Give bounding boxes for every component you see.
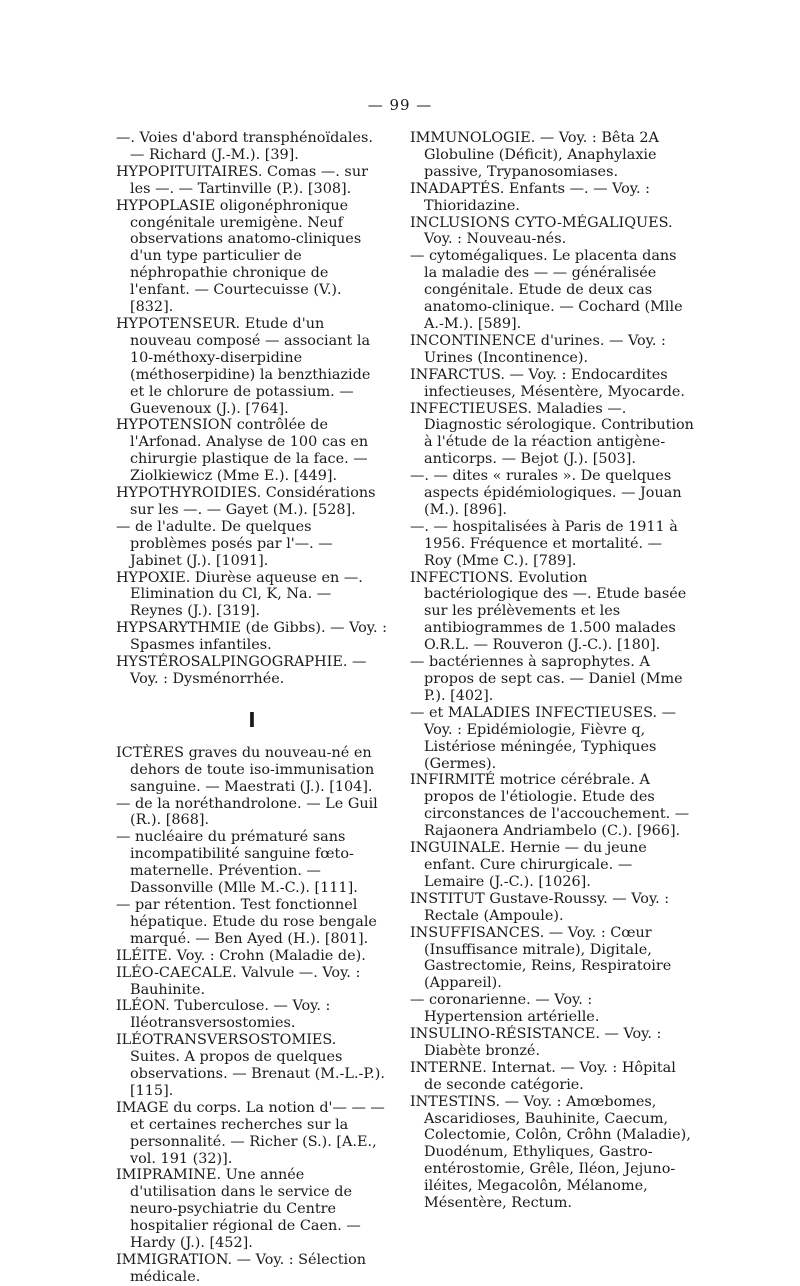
index-entry: IMMIGRATION. — Voy. : Sélection médicale. bbox=[116, 1252, 367, 1285]
index-entry: INFECTIEUSES. Maladies —. Diagnostic sérologique. Contribution à l'étude de la réaction antigène-anticorps. — Bejot (J.). [503]. bbox=[410, 400, 694, 468]
index-entry: —. — hospitalisées à Paris de 1911 à 1956. Fréquence et mortalité. — Roy (Mme C.). [789]. bbox=[410, 518, 678, 569]
page-number: — 99 — bbox=[367, 96, 433, 114]
section-letter-heading: I bbox=[248, 707, 256, 732]
index-entry: ILÉOTRANSVERSOSTOMIES. Suites. A propos de quelques observations. — Brenaut (M.-L.-P.). [115]. bbox=[116, 1032, 385, 1099]
index-entry: INSULINO-RÉSISTANCE. — Voy. : Diabète bronzé. bbox=[410, 1026, 662, 1059]
index-entry: HYPOTENSEUR. Etude d'un nouveau composé — associant la 10-méthoxy-diserpidine (méthoserpidine) la benzthiazide et le chlorure de potassium. — Guevenoux (J.). [764]. bbox=[116, 315, 371, 417]
index-entry: — et MALADIES INFECTIEUSES. — Voy. : Epidémiologie, Fièvre q, Listériose méningée, Typhiques (Germes). bbox=[410, 704, 677, 772]
index-entry: HYPOTHYROIDIES. Considérations sur les —. — Gayet (M.). [528]. bbox=[116, 485, 376, 518]
index-entry: HYSTÉROSALPINGOGRAPHIE. — Voy. : Dysménorrhée. bbox=[116, 654, 367, 687]
index-entry: INADAPTÉS. Enfants —. — Voy. : Thioridazine. bbox=[410, 180, 651, 214]
index-entry: INCLUSIONS CYTO-MÉGALIQUES. Voy. : Nouveau-nés. bbox=[410, 214, 673, 248]
index-entry: ILÉO-CAECALE. Valvule —. Voy. : Bauhinite. bbox=[116, 964, 361, 998]
index-entry: INFIRMITÉ motrice cérébrale. A propos de l'étiologie. Etude des circonstances de l'accouchement. — Rajaonera Andriambelo (C.). [966]. bbox=[410, 772, 690, 840]
index-entry: — par rétention. Test fonctionnel hépatique. Etude du rose bengale marqué. — Ben Ayed (H.). [801]. bbox=[116, 896, 377, 947]
index-entry: IMIPRAMINE. Une année d'utilisation dans le service de neuro-psychiatrie du Centre hospitalier régional de Caen. — Hardy (J.). [452]. bbox=[116, 1167, 361, 1252]
index-entry: — cytomégaliques. Le placenta dans la maladie des — — généralisée congénitale. Etude de deux cas anatomo-clinique. — Cochard (Mlle A.-M.). [589]. bbox=[410, 248, 683, 332]
index-entry: INTESTINS. — Voy. : Amœbomes, Ascaridioses, Bauhinite, Caecum, Colectomie, Colôn, Crôhn (Maladie), Duodénum, Ethyliques, Gastro-entérostomie, Grêle, Iléon, Jejuno-iléites, Megacolôn, Mélanome, Mésentère, Rectum. bbox=[410, 1093, 691, 1212]
index-entry: INFARCTUS. — Voy. : Endocardites infectieuses, Mésentère, Myocarde. bbox=[410, 366, 685, 400]
index-entry: HYPOPITUITAIRES. Comas —. sur les —. — Tartinville (P.). [308]. bbox=[116, 163, 368, 197]
index-entry: —. — dites « rurales ». De quelques aspects épidémiologiques. — Jouan (M.). [896]. bbox=[410, 468, 682, 518]
index-entry: — coronarienne. — Voy. : Hypertension artérielle. bbox=[410, 992, 600, 1026]
index-entry: INSTITUT Gustave-Roussy. — Voy. : Rectale (Ampoule). bbox=[410, 890, 670, 924]
index-entry: HYPSARYTHMIE (de Gibbs). — Voy. : Spasmes infantiles. bbox=[116, 620, 388, 654]
index-entry: — nucléaire du prématuré sans incompatibilité sanguine fœto-maternelle. Prévention. — Dassonville (Mlle M.-C.). [111]. bbox=[116, 829, 358, 897]
index-entry: HYPOXIE. Diurèse aqueuse en —. Elimination du Cl, K, Na. — Reynes (J.). [319]. bbox=[116, 569, 363, 620]
index-entry: ILÉON. Tuberculose. — Voy. : Iléotransversostomies. bbox=[116, 998, 331, 1032]
left-column bbox=[116, 130, 388, 1286]
index-entry: — bactériennes à saprophytes. A propos de sept cas. — Daniel (Mme P.). [402]. bbox=[410, 654, 683, 704]
index-entry: — de la noréthandrolone. — Le Guil (R.). [868]. bbox=[116, 795, 378, 829]
index-entry: INSUFFISANCES. — Voy. : Cœur (Insuffisance mitrale), Digitale, Gastrectomie, Reins, Respiratoire (Appareil). bbox=[410, 924, 672, 992]
index-entry: INGUINALE. Hernie — du jeune enfant. Cure chirurgicale. — Lemaire (J.-C.). [1026]. bbox=[410, 840, 647, 890]
index-entry: ICTÈRES graves du nouveau-né en dehors de toute iso-immunisation sanguine. — Maestrati (J.). [104]. bbox=[116, 744, 375, 795]
index-entry: ILÉITE. Voy. : Crohn (Maladie de). bbox=[116, 947, 366, 964]
index-entry: HYPOPLASIE oligonéphronique congénitale uremigène. Neuf observations anatomo-cliniques d'un type particulier de néphropathie chronique de l'enfant. — Courtecuisse (V.). [832]. bbox=[116, 197, 362, 316]
right-column bbox=[410, 130, 694, 1212]
index-entry: HYPOTENSION contrôlée de l'Arfonad. Analyse de 100 cas en chirurgie plastique de la face. — Ziolkiewicz (Mme E.). [449]. bbox=[116, 417, 369, 485]
index-entry: INFECTIONS. Evolution bactériologique des —. Etude basée sur les prélèvements et les antibiogrammes de 1.500 malades O.R.L. — Rouveron (J.-C.). [180]. bbox=[410, 569, 687, 654]
index-entry: —. Voies d'abord transphénoïdales. — Richard (J.-M.). [39]. bbox=[116, 130, 373, 163]
index-entry: — de l'adulte. De quelques problèmes posés par l'—. — Jabinet (J.). [1091]. bbox=[116, 518, 333, 569]
index-entry: IMMUNOLOGIE. — Voy. : Bêta 2A Globuline (Déficit), Anaphylaxie passive, Trypanosomiases. bbox=[410, 130, 659, 180]
index-entry: INCONTINENCE d'urines. — Voy. : Urines (Incontinence). bbox=[410, 332, 666, 366]
index-entry: INTERNE. Internat. — Voy. : Hôpital de seconde catégorie. bbox=[410, 1059, 676, 1093]
index-entry: IMAGE du corps. La notion d'— — — et certaines recherches sur la personnalité. — Richer (S.). [A.E., vol. 191 (32)]. bbox=[116, 1099, 385, 1167]
